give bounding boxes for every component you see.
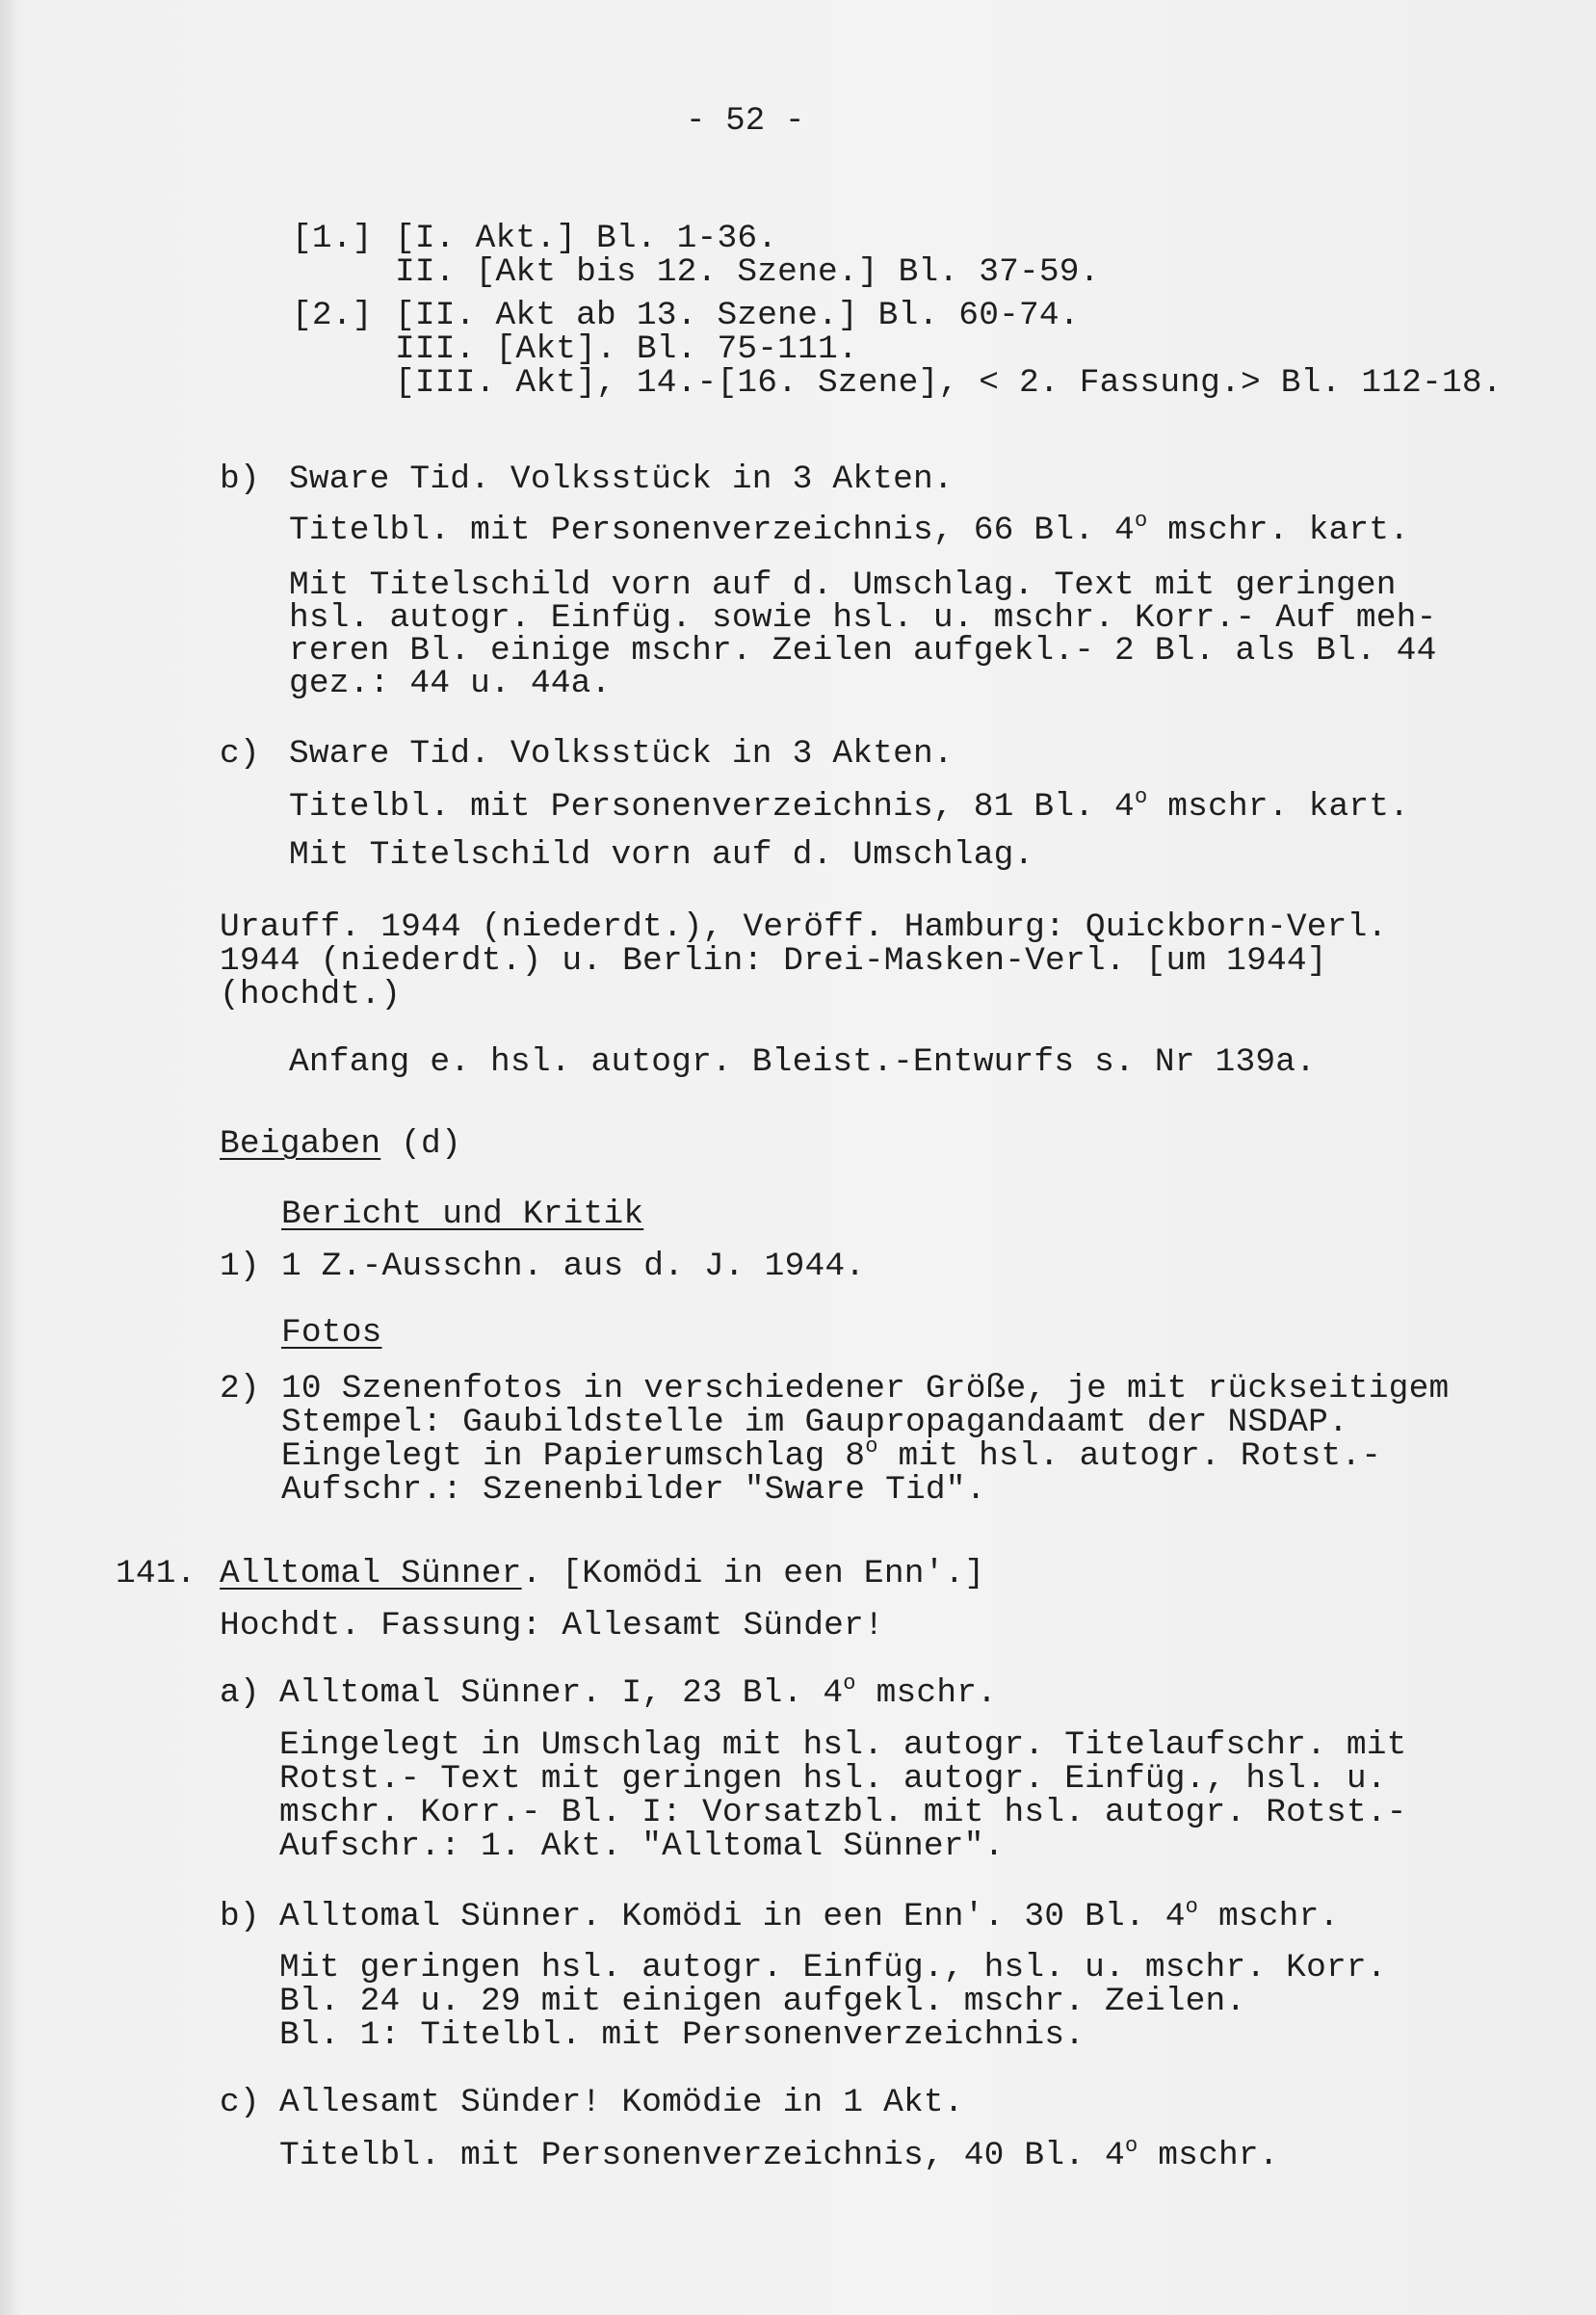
- entry-141-a-note-2: Rotst.- Text mit geringen hsl. autogr. Einfüg., hsl. u.: [279, 1760, 1387, 1798]
- item-1-text: 1 Z.-Ausschn. aus d. J. 1944.: [281, 1248, 866, 1285]
- entry-141-b-note-2: Bl. 24 u. 29 mit einigen aufgekl. mschr. Zeilen.: [279, 1983, 1246, 2020]
- item-2-line-2: Stempel: Gaubildstelle im Gaupropagandaamt der NSDAP.: [281, 1404, 1348, 1441]
- entry-141-a-note-3: mschr. Korr.- Bl. I: Vorsatzbl. mit hsl. autogr. Rotst.-: [279, 1794, 1407, 1831]
- item-2-number: 2): [220, 1370, 260, 1407]
- entry-141-a-head: Alltomal Sünner. I, 23 Bl. 4$^o$ mschr.: [279, 1671, 998, 1712]
- entry-141-b-head: Alltomal Sünner. Komödi in een Enn'. 30 Bl. 4$^o$ mschr.: [279, 1895, 1340, 1935]
- item-1-number: 1): [220, 1248, 260, 1285]
- fotos-heading: Fotos: [281, 1314, 382, 1352]
- entry-b-note-4: gez.: 44 u. 44a.: [289, 665, 612, 702]
- entry-c-label: c): [220, 735, 260, 773]
- bericht-heading: Bericht und Kritik: [281, 1196, 644, 1233]
- fassung-2-line-2: III. [Akt]. Bl. 75-111.: [395, 330, 858, 368]
- entry-141-a-note-1: Eingelegt in Umschlag mit hsl. autogr. Titelaufschr. mit: [279, 1726, 1407, 1764]
- item-2-line-1: 10 Szenenfotos in verschiedener Größe, je mit rückseitigem: [281, 1370, 1450, 1407]
- entry-141-number: 141.: [116, 1555, 196, 1592]
- fassung-1-line-1: [I. Akt.] Bl. 1-36.: [395, 220, 778, 257]
- entry-b-title: Sware Tid. Volksstück in 3 Akten.: [289, 460, 954, 498]
- entry-b-description: Titelbl. mit Personenverzeichnis, 66 Bl. 4$^o$ mschr. kart.: [289, 509, 1410, 549]
- page-number: - 52 -: [686, 103, 805, 140]
- beigaben-heading: Beigaben (d): [220, 1125, 461, 1163]
- entry-141-title: Alltomal Sünner. [Komödi in een Enn'.]: [220, 1555, 985, 1592]
- item-2-line-3: Eingelegt in Papierumschlag 8$^o$ mit hsl. autogr. Rotst.-: [281, 1434, 1382, 1475]
- entry-b-note-3: reren Bl. einige mschr. Zeilen aufgekl.- 2 Bl. als Bl. 44: [289, 632, 1437, 670]
- urauff-line-1: Urauff. 1944 (niederdt.), Veröff. Hamburg: Quickborn-Verl.: [220, 908, 1388, 946]
- fassung-2-marker: [2.]: [292, 297, 373, 334]
- fassung-1-marker: [1.]: [292, 220, 373, 257]
- urauff-line-2: 1944 (niederdt.) u. Berlin: Drei-Masken-Verl. [um 1944]: [220, 942, 1327, 980]
- urauff-line-3: (hochdt.): [220, 976, 402, 1013]
- entry-141-subtitle: Hochdt. Fassung: Allesamt Sünder!: [220, 1607, 884, 1644]
- anfang-note: Anfang e. hsl. autogr. Bleist.-Entwurfs s. Nr 139a.: [289, 1043, 1317, 1081]
- entry-c-title: Sware Tid. Volksstück in 3 Akten.: [289, 735, 954, 773]
- entry-b-label: b): [220, 460, 260, 498]
- fassung-2-line-1: [II. Akt ab 13. Szene.] Bl. 60-74.: [395, 297, 1080, 334]
- entry-141-b-label: b): [220, 1898, 260, 1935]
- fassung-1-line-2: II. [Akt bis 12. Szene.] Bl. 37-59.: [395, 253, 1100, 291]
- entry-c-note: Mit Titelschild vorn auf d. Umschlag.: [289, 836, 1034, 874]
- item-2-line-4: Aufschr.: Szenenbilder "Sware Tid".: [281, 1471, 986, 1509]
- entry-141-b-note-3: Bl. 1: Titelbl. mit Personenverzeichnis.: [279, 2016, 1086, 2054]
- entry-141-a-note-4: Aufschr.: 1. Akt. "Alltomal Sünner".: [279, 1828, 1005, 1865]
- entry-c-description: Titelbl. mit Personenverzeichnis, 81 Bl. 4$^o$ mschr. kart.: [289, 785, 1410, 826]
- entry-141-a-label: a): [220, 1674, 260, 1712]
- entry-141-c-description: Titelbl. mit Personenverzeichnis, 40 Bl. 4$^o$ mschr.: [279, 2134, 1279, 2174]
- entry-141-c-head: Allesamt Sünder! Komödie in 1 Akt.: [279, 2084, 964, 2121]
- entry-141-c-label: c): [220, 2084, 260, 2121]
- fassung-2-line-3: [III. Akt], 14.-[16. Szene], < 2. Fassung.> Bl. 112-18.: [395, 364, 1503, 402]
- entry-b-note-2: hsl. autogr. Einfüg. sowie hsl. u. mschr. Korr.- Auf meh-: [289, 599, 1437, 637]
- entry-b-note-1: Mit Titelschild vorn auf d. Umschlag. Text mit geringen: [289, 566, 1397, 604]
- entry-141-b-note-1: Mit geringen hsl. autogr. Einfüg., hsl. u. mschr. Korr.: [279, 1949, 1387, 1986]
